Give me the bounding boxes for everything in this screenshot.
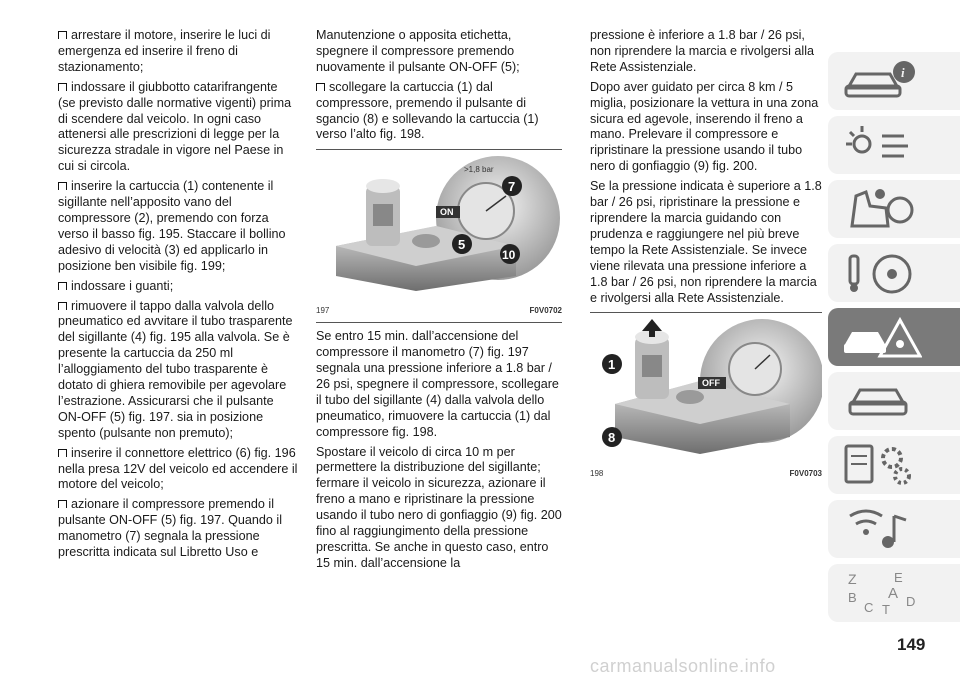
on-label: ON: [440, 207, 454, 218]
tab-technical-data[interactable]: [828, 436, 960, 494]
callout-8: 8: [608, 430, 616, 446]
text-column-2: [316, 28, 562, 576]
tab-emergency[interactable]: [828, 308, 960, 366]
index-letters-icon: [842, 570, 922, 616]
list-item-text: inserire il connettore elettrico (6) fig. 196 nella presa 12V del veicolo ed accendere il motore del veicolo;: [58, 445, 298, 492]
list-item: [58, 497, 298, 561]
figure-198: [590, 319, 822, 482]
paragraph: Manutenzione o apposita etichetta, spegnere il compressore premendo nuovamente il pulsante ON-OFF (5);: [316, 28, 520, 74]
pressure-label: >1,8 bar: [464, 165, 494, 175]
svg-text:C: C: [864, 600, 874, 615]
bullet-icon: [58, 282, 67, 290]
list-item-text: indossare il giubbotto catarifrangente (se previsto dalle normative vigenti) prima di scendere dal veicolo. In ogni caso attenersi alle prescrizioni di legge per la sicurezza stradale in vigore nel Paese in cui si circola.: [58, 79, 292, 174]
callout-10: 10: [502, 248, 516, 263]
list-item-text: scollegare la cartuccia (1) dal compressore, premendo il pulsante di sgancio (8) e sollevando la cartuccia (1) verso l’alto fig. 198.: [316, 79, 539, 142]
car-info-icon: [842, 58, 922, 104]
off-label: OFF: [702, 378, 720, 389]
svg-text:D: D: [906, 594, 916, 609]
bullet-icon: [58, 500, 67, 508]
car-maintenance-icon: [842, 378, 922, 424]
figure-number: 197: [316, 306, 330, 316]
svg-text:T: T: [882, 602, 890, 616]
key-steering-icon: [842, 250, 922, 296]
tab-multimedia[interactable]: [828, 500, 960, 558]
svg-text:Z: Z: [848, 571, 857, 587]
tab-maintenance[interactable]: [828, 372, 960, 430]
text-column-1: [58, 28, 298, 565]
list-item-text: azionare il compressore premendo il pulsante ON-OFF (5) fig. 197. Quando il manometro (7) segnala la pressione prescritta indicata sul Libretto Uso e: [58, 497, 282, 560]
bullet-icon: [58, 449, 67, 457]
callout-7: 7: [508, 179, 516, 195]
list-item-text: inserire la cartuccia (1) contenente il sigillante nell’apposito vano del compressore (2), premendo con forza verso il basso fig. 195. Staccare il bollino adesivo di velocità (3) ed applicarlo in posizione ben visibile fig. 199;: [58, 179, 286, 273]
list-item-text: indossare i guanti;: [71, 278, 174, 293]
bullet-icon: [58, 302, 67, 310]
tab-starting[interactable]: [828, 244, 960, 302]
svg-text:i: i: [901, 65, 905, 80]
figure-caption: [316, 303, 562, 319]
tab-safety[interactable]: [828, 180, 960, 238]
compressor-on-illustration: [316, 156, 562, 296]
divider: [590, 312, 822, 313]
list-item: [58, 279, 298, 295]
technical-data-gears-icon: [842, 442, 922, 488]
bullet-icon: [316, 83, 325, 91]
paragraph: pressione è inferiore a 1.8 bar / 26 psi, non riprendere la marcia e rivolgersi alla Rete Assistenziale.: [590, 28, 814, 74]
paragraph: Se la pressione indicata è superiore a 1.8 bar / 26 psi, ripristinare la pressione e riprendere la marcia guidando con prudenza e raggiungere nel più breve tempo la Rete Assistenziale. Se invece viene rilevata una pressione inferiore a 1.8 bar / 26 psi, non riprendere la marcia e rivolgersi alla Rete Assistenziale.: [590, 179, 822, 305]
breakdown-warning-icon: [842, 314, 922, 360]
list-item: [58, 80, 298, 175]
watermark: carmanualsonline.info: [590, 656, 776, 676]
figure-caption: [590, 466, 822, 482]
figure-number: 198: [590, 469, 604, 479]
tab-car-info[interactable]: [828, 52, 960, 110]
svg-text:B: B: [848, 590, 857, 605]
bullet-icon: [58, 31, 67, 39]
list-item: [58, 446, 298, 494]
tab-dashboard[interactable]: [828, 116, 960, 174]
list-item: [316, 80, 562, 144]
paragraph: Se entro 15 min. dall’accensione del compressore il manometro (7) fig. 197 segnala una pressione inferiore a 1.8 bar / 26 psi, spegnere il compressore, scollegare il tubo del sigillante (4) dalla valvola dello pneumatico, rimuovere la cartuccia (1) dal compressore fig. 198.: [316, 329, 559, 439]
dashboard-lights-icon: [842, 122, 922, 168]
list-item-text: arrestare il motore, inserire le luci di emergenza ed inserire il freno di stazionamento;: [58, 28, 271, 74]
paragraph: Dopo aver guidato per circa 8 km / 5 miglia, posizionare la vettura in una zona sicura ed agevole, inserendo il freno a mano. Prelevare il compressore e ripristinare la pressione usando il tubo nero di gonfiaggio (9) fig. 200.: [590, 79, 819, 174]
divider: [316, 322, 562, 323]
compressor-off-illustration: [590, 319, 822, 459]
multimedia-music-icon: [842, 506, 922, 552]
bullet-icon: [58, 182, 67, 190]
svg-text:E: E: [894, 570, 903, 585]
paragraph: Spostare il veicolo di circa 10 m per permettere la distribuzione del sigillante; fermare il veicolo in sicurezza, azionare il freno a mano e ripristinare la pressione usando il tubo nero di gonfiaggio (9) fig. 200 fino al raggiungimento della pressione prescritta. Se anche in questo caso, entro 15 min. dall’accensione la: [316, 444, 562, 570]
tab-index[interactable]: [828, 564, 960, 622]
page-number: 149: [897, 635, 926, 654]
svg-text:A: A: [888, 585, 899, 602]
divider: [316, 149, 562, 150]
list-item: [58, 179, 298, 274]
list-item: [58, 299, 298, 442]
bullet-icon: [58, 83, 67, 91]
text-column-3: [590, 28, 822, 482]
figure-197: [316, 156, 562, 323]
figure-code: F0V0703: [789, 469, 822, 479]
airbag-seat-icon: [842, 186, 922, 232]
figure-code: F0V0702: [529, 306, 562, 316]
list-item-text: rimuovere il tappo dalla valvola dello pneumatico ed avvitare il tubo trasparente del sigillante (4) fig. 195 alla valvola. Se è presente la cartuccia da 250 ml l’alloggiamento del tubo trasparente è dotato di ghiera removibile per agevolare l’estrazione. Assicurarsi che il pulsante ON-OFF (5) fig. 197. sia in posizione spento (pulsante non premuto);: [58, 298, 293, 440]
callout-5: 5: [458, 237, 466, 253]
list-item: [58, 28, 298, 76]
callout-1: 1: [608, 357, 616, 373]
